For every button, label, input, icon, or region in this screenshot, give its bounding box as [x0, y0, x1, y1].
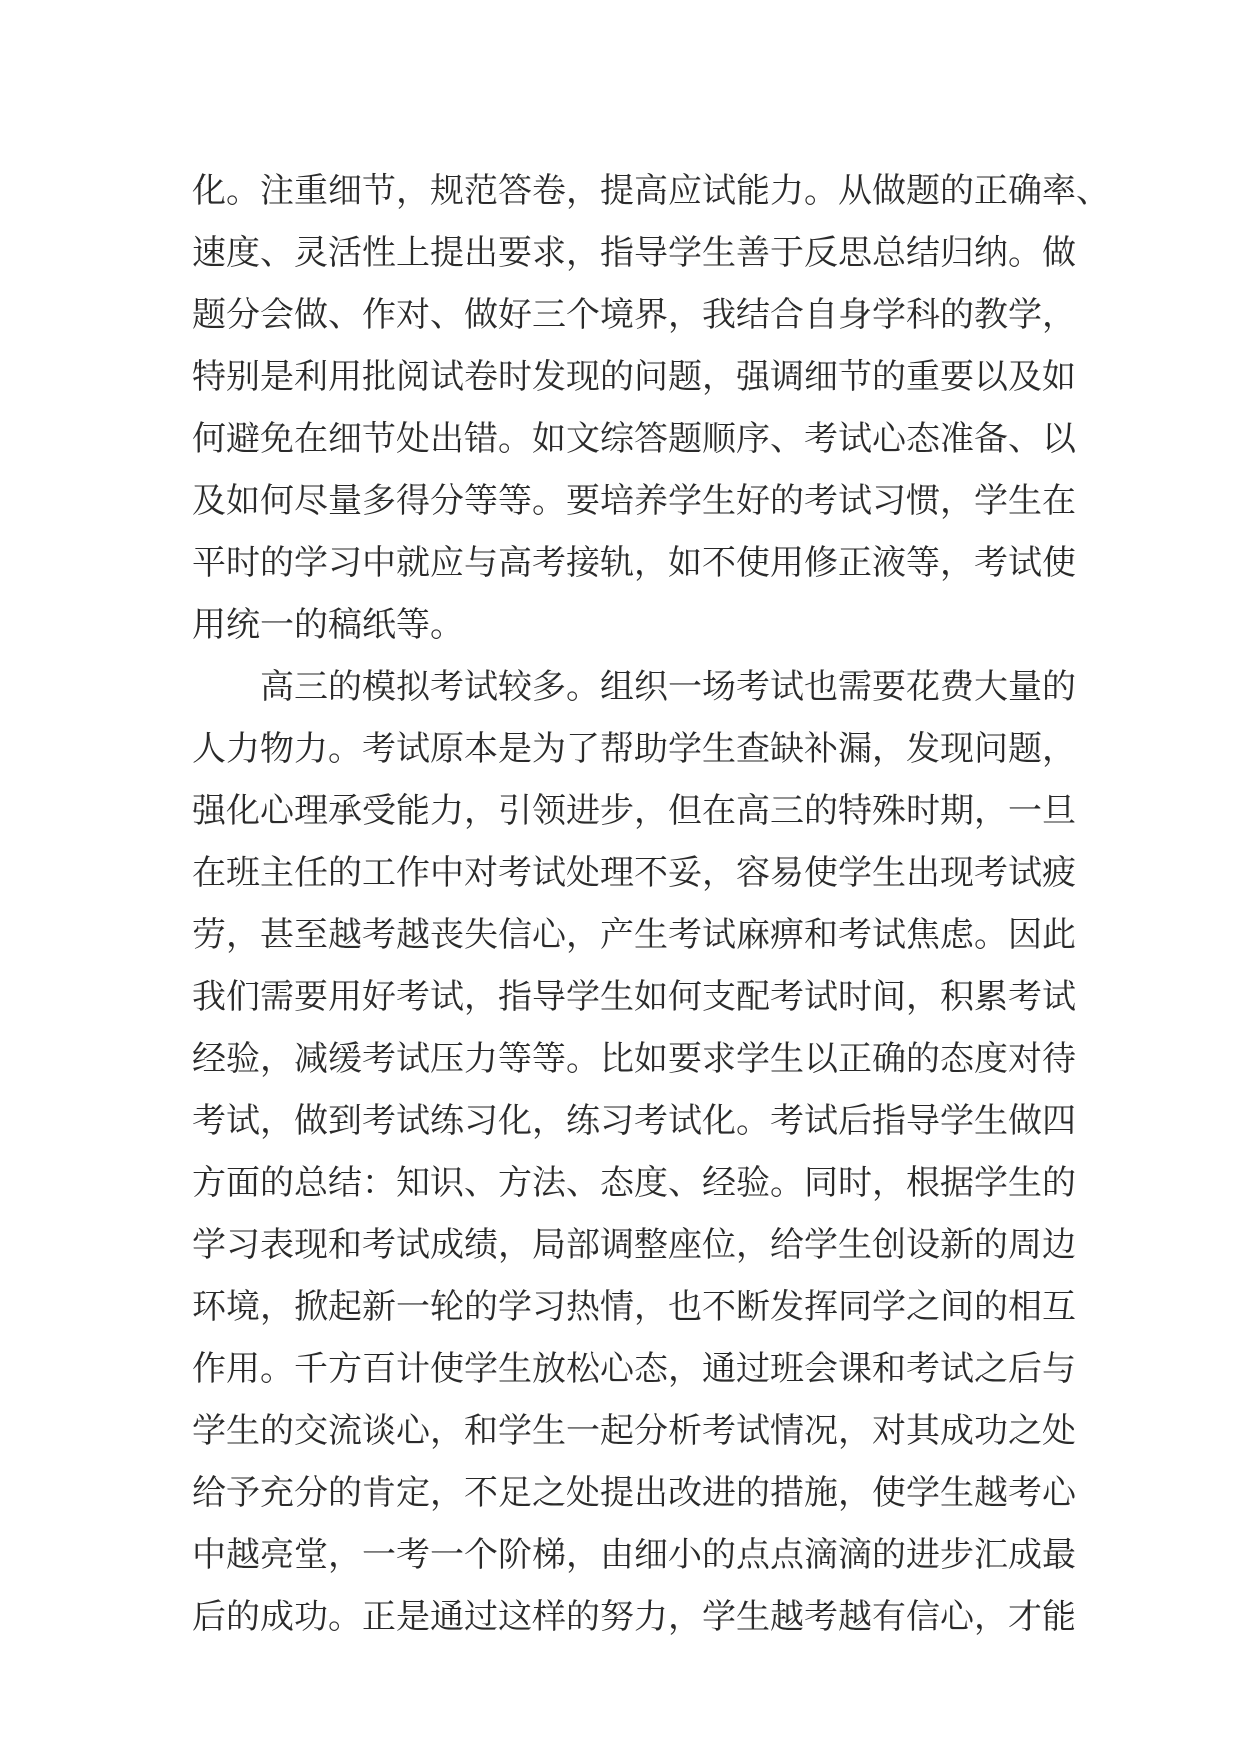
text-line: 学生的交流谈心，和学生一起分析考试情况，对其成功之处: [192, 1411, 1076, 1451]
text-line: 方面的总结：知识、方法、态度、经验。同时，根据学生的: [192, 1163, 1076, 1203]
text-line: 平时的学习中就应与高考接轨，如不使用修正液等，考试使: [192, 543, 1076, 583]
text-line: 用统一的稿纸等。: [192, 605, 464, 645]
text-line: 速度、灵活性上提出要求，指导学生善于反思总结归纳。做: [192, 233, 1076, 273]
paragraph-2: [192, 656, 1076, 1648]
paragraph-1: [192, 160, 1110, 656]
text-line: 我们需要用好考试，指导学生如何支配考试时间，积累考试: [192, 977, 1076, 1017]
text-line: 学习表现和考试成绩，局部调整座位，给学生创设新的周边: [192, 1225, 1076, 1265]
text-line: 题分会做、作对、做好三个境界，我结合自身学科的教学，: [192, 295, 1076, 335]
text-line: 人力物力。考试原本是为了帮助学生查缺补漏，发现问题，: [192, 729, 1076, 769]
text-line: 经验，减缓考试压力等等。比如要求学生以正确的态度对待: [192, 1039, 1076, 1079]
body-text: [192, 160, 1110, 1648]
text-line: 作用。千方百计使学生放松心态，通过班会课和考试之后与: [192, 1349, 1076, 1389]
text-line: 劳，甚至越考越丧失信心，产生考试麻痹和考试焦虑。因此: [192, 915, 1076, 955]
text-line: 中越亮堂，一考一个阶梯，由细小的点点滴滴的进步汇成最: [192, 1535, 1076, 1575]
text-line: 后的成功。正是通过这样的努力，学生越考越有信心，才能: [192, 1597, 1076, 1637]
text-line: 给予充分的肯定，不足之处提出改进的措施，使学生越考心: [192, 1473, 1076, 1513]
text-line: 环境，掀起新一轮的学习热情，也不断发挥同学之间的相互: [192, 1287, 1076, 1327]
text-line: 考试，做到考试练习化，练习考试化。考试后指导学生做四: [192, 1101, 1076, 1141]
text-line: 化。注重细节，规范答卷，提高应试能力。从做题的正确率、: [192, 171, 1110, 211]
text-line: 何避免在细节处出错。如文综答题顺序、考试心态准备、以: [192, 419, 1076, 459]
text-line: 特别是利用批阅试卷时发现的问题，强调细节的重要以及如: [192, 357, 1076, 397]
text-line: 高三的模拟考试较多。组织一场考试也需要花费大量的: [260, 667, 1076, 707]
text-line: 强化心理承受能力，引领进步，但在高三的特殊时期，一旦: [192, 791, 1076, 831]
text-line: 在班主任的工作中对考试处理不妥，容易使学生出现考试疲: [192, 853, 1076, 893]
text-line: 及如何尽量多得分等等。要培养学生好的考试习惯，学生在: [192, 481, 1076, 521]
